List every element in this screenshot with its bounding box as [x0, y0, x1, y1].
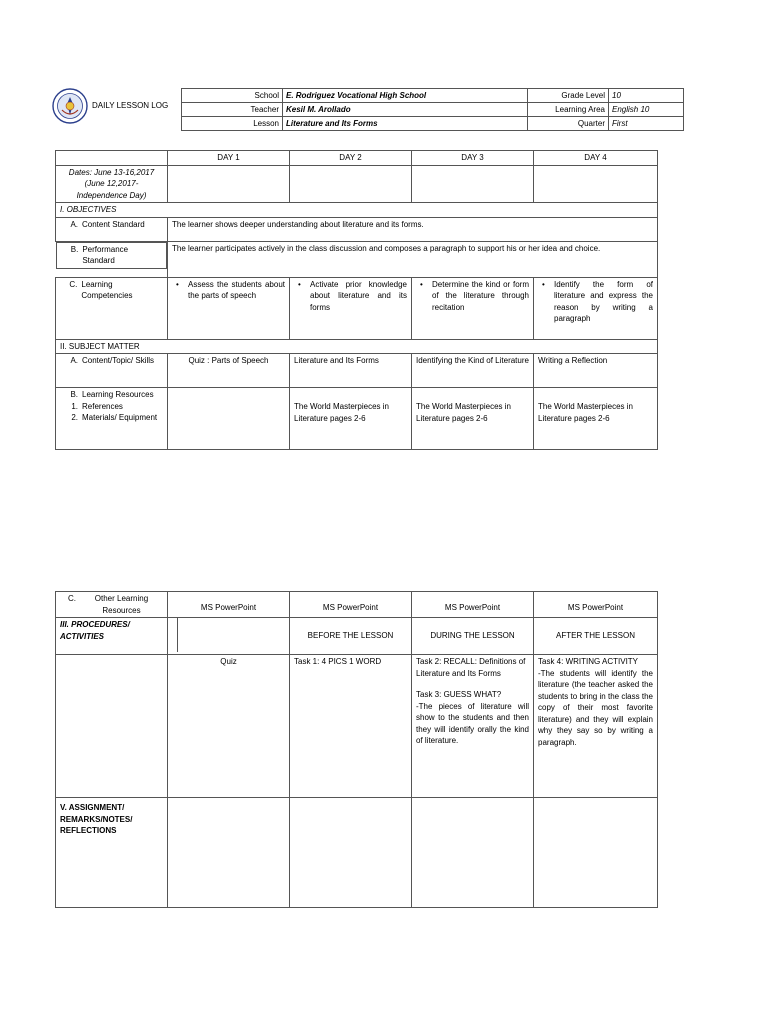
blank-cell — [168, 165, 290, 203]
phase-before: BEFORE THE LESSON — [290, 618, 412, 655]
school-row — [182, 89, 684, 103]
dates-cell: Dates: June 13-16,2017 (June 12,2017- Independence Day) — [56, 165, 168, 203]
other-resources-row — [56, 592, 658, 618]
day-2-header: DAY 2 — [290, 151, 412, 166]
assignment-label: V. ASSIGNMENT/ REMARKS/NOTES/ REFLECTIONS — [56, 798, 168, 908]
other-resources-day-4: MS PowerPoint — [534, 592, 658, 618]
resources-day-2: The World Masterpieces in Literature pages 2-6 — [290, 388, 412, 450]
page-title: DAILY LESSON LOG — [92, 101, 169, 110]
other-resources-day-2: MS PowerPoint — [290, 592, 412, 618]
resources-day-1 — [168, 388, 290, 450]
other-resources-day-3: MS PowerPoint — [412, 592, 534, 618]
activity-day-3-task-3: Task 3: GUESS WHAT? — [416, 690, 502, 699]
content-standard-text: The learner shows deeper understanding about literature and its forms. — [168, 217, 658, 241]
content-topic-label: Content/Topic/ Skills — [82, 356, 155, 365]
content-topic-row — [56, 354, 658, 388]
blank-cell — [412, 165, 534, 203]
blank-cell — [290, 798, 412, 908]
topic-day-2: Literature and Its Forms — [290, 354, 412, 388]
subject-matter-heading-row — [56, 339, 658, 354]
competency-day-1: • Assess the students about the parts of speech — [188, 279, 285, 302]
quarter-label: Quarter — [528, 117, 609, 131]
blank-cell — [290, 165, 412, 203]
activity-day-2: Task 1: 4 PICS 1 WORD — [290, 655, 412, 798]
other-resources-day-1: MS PowerPoint — [168, 592, 290, 618]
resources-b-label: Learning Resources — [82, 390, 154, 399]
learning-area-value: English 10 — [609, 103, 684, 117]
activity-day-3-task-2: Task 2: RECALL: Definitions of Literature and Its Forms — [416, 657, 526, 678]
seal-icon — [52, 88, 88, 124]
other-resources-num: C. — [67, 594, 76, 603]
dates-row — [56, 165, 658, 203]
quarter-value: First — [609, 117, 684, 131]
references-num: 1. — [71, 401, 78, 411]
school-value: E. Rodriguez Vocational High School — [283, 89, 528, 103]
phase-after: AFTER THE LESSON — [534, 618, 658, 655]
blank-cell — [168, 798, 290, 908]
activity-day-4 — [534, 655, 658, 798]
activity-day-3 — [412, 655, 534, 798]
activity-day-4-task-4: Task 4: WRITING ACTIVITY — [538, 657, 639, 666]
learning-area-label: Learning Area — [528, 103, 609, 117]
activity-day-1: Quiz — [168, 655, 290, 798]
topic-day-4: Writing a Reflection — [534, 354, 658, 388]
performance-standard-text: The learner participates actively in the class discussion and composes a paragraph to support his or her idea and choice. — [168, 241, 658, 277]
phase-during: DURING THE LESSON — [412, 618, 534, 655]
grade-level-label: Grade Level — [528, 89, 609, 103]
activities-label-blank — [56, 655, 168, 798]
competencies-label: Learning Competencies — [81, 279, 133, 300]
competency-day-4: • Identify the form of literature and express the reason by writing a paragraph — [554, 279, 653, 325]
content-standard-num: A. — [70, 219, 78, 229]
resources-day-4: The World Masterpieces in Literature pages 2-6 — [534, 388, 658, 450]
divider — [177, 618, 178, 652]
school-label: School — [182, 89, 283, 103]
activities-row — [56, 655, 658, 798]
day-3-header: DAY 3 — [412, 151, 534, 166]
blank-cell — [534, 165, 658, 203]
lesson-label: Lesson — [182, 117, 283, 131]
performance-standard-row — [56, 241, 658, 277]
day-1-header: DAY 1 — [168, 151, 290, 166]
procedures-heading: III. PROCEDURES/ ACTIVITIES — [56, 618, 168, 655]
phase-blank-cell — [168, 618, 290, 655]
topic-day-3: Identifying the Kind of Literature — [412, 354, 534, 388]
content-topic-num: A. — [70, 356, 78, 365]
day-4-header: DAY 4 — [534, 151, 658, 166]
teacher-label: Teacher — [182, 103, 283, 117]
subject-matter-cell — [56, 339, 658, 354]
objectives-heading-row — [56, 203, 658, 218]
activity-day-3-desc: -The pieces of literature will show to the students and then they will identify orally the kind of literature. — [416, 701, 529, 745]
materials-label: Materials/ Equipment — [82, 413, 158, 422]
activity-day-4-desc: -The students will identify the literature (the teacher asked the students to bring in the class the copy of their most favorite literature) and they will explain why they say so by writing a paragraph. — [538, 668, 653, 747]
performance-standard-num: B. — [70, 244, 79, 254]
days-header-row — [56, 151, 658, 166]
header-table — [181, 88, 684, 131]
lesson-log-table-2 — [55, 591, 658, 908]
lesson-row — [182, 117, 684, 131]
competency-day-2: • Activate prior knowledge about literature and its forms — [310, 279, 407, 314]
assignment-row — [56, 798, 658, 908]
blank-cell — [534, 798, 658, 908]
other-resources-label: Other Learning Resources — [94, 594, 149, 615]
materials-num: 2. — [71, 413, 78, 422]
blank-cell — [56, 151, 168, 166]
procedures-heading-row — [56, 618, 658, 655]
competencies-num: C. — [69, 279, 78, 289]
competencies-row — [56, 277, 658, 339]
performance-standard-label: Performance Standard — [82, 244, 129, 265]
grade-level-value: 10 — [609, 89, 684, 103]
deped-seal — [52, 88, 88, 124]
content-standard-row — [56, 217, 658, 241]
blank-cell — [412, 798, 534, 908]
teacher-row — [182, 103, 684, 117]
subject-matter-heading: II. SUBJECT MATTER — [60, 341, 140, 351]
resources-b-num: B. — [70, 390, 78, 399]
topic-day-1: Quiz : Parts of Speech — [168, 354, 290, 388]
lesson-log-table-1 — [55, 150, 658, 450]
teacher-value: Kesil M. Arollado — [283, 103, 528, 117]
references-label: References — [82, 401, 123, 411]
resources-labels — [56, 388, 168, 450]
competency-day-3: • Determine the kind or form of the literature through recitation — [432, 279, 529, 314]
content-standard-label: Content Standard — [82, 219, 145, 229]
resources-day-3: The World Masterpieces in Literature pages 2-6 — [412, 388, 534, 450]
lesson-value: Literature and Its Forms — [283, 117, 528, 131]
resources-row — [56, 388, 658, 450]
objectives-heading: I. OBJECTIVES — [56, 203, 658, 218]
